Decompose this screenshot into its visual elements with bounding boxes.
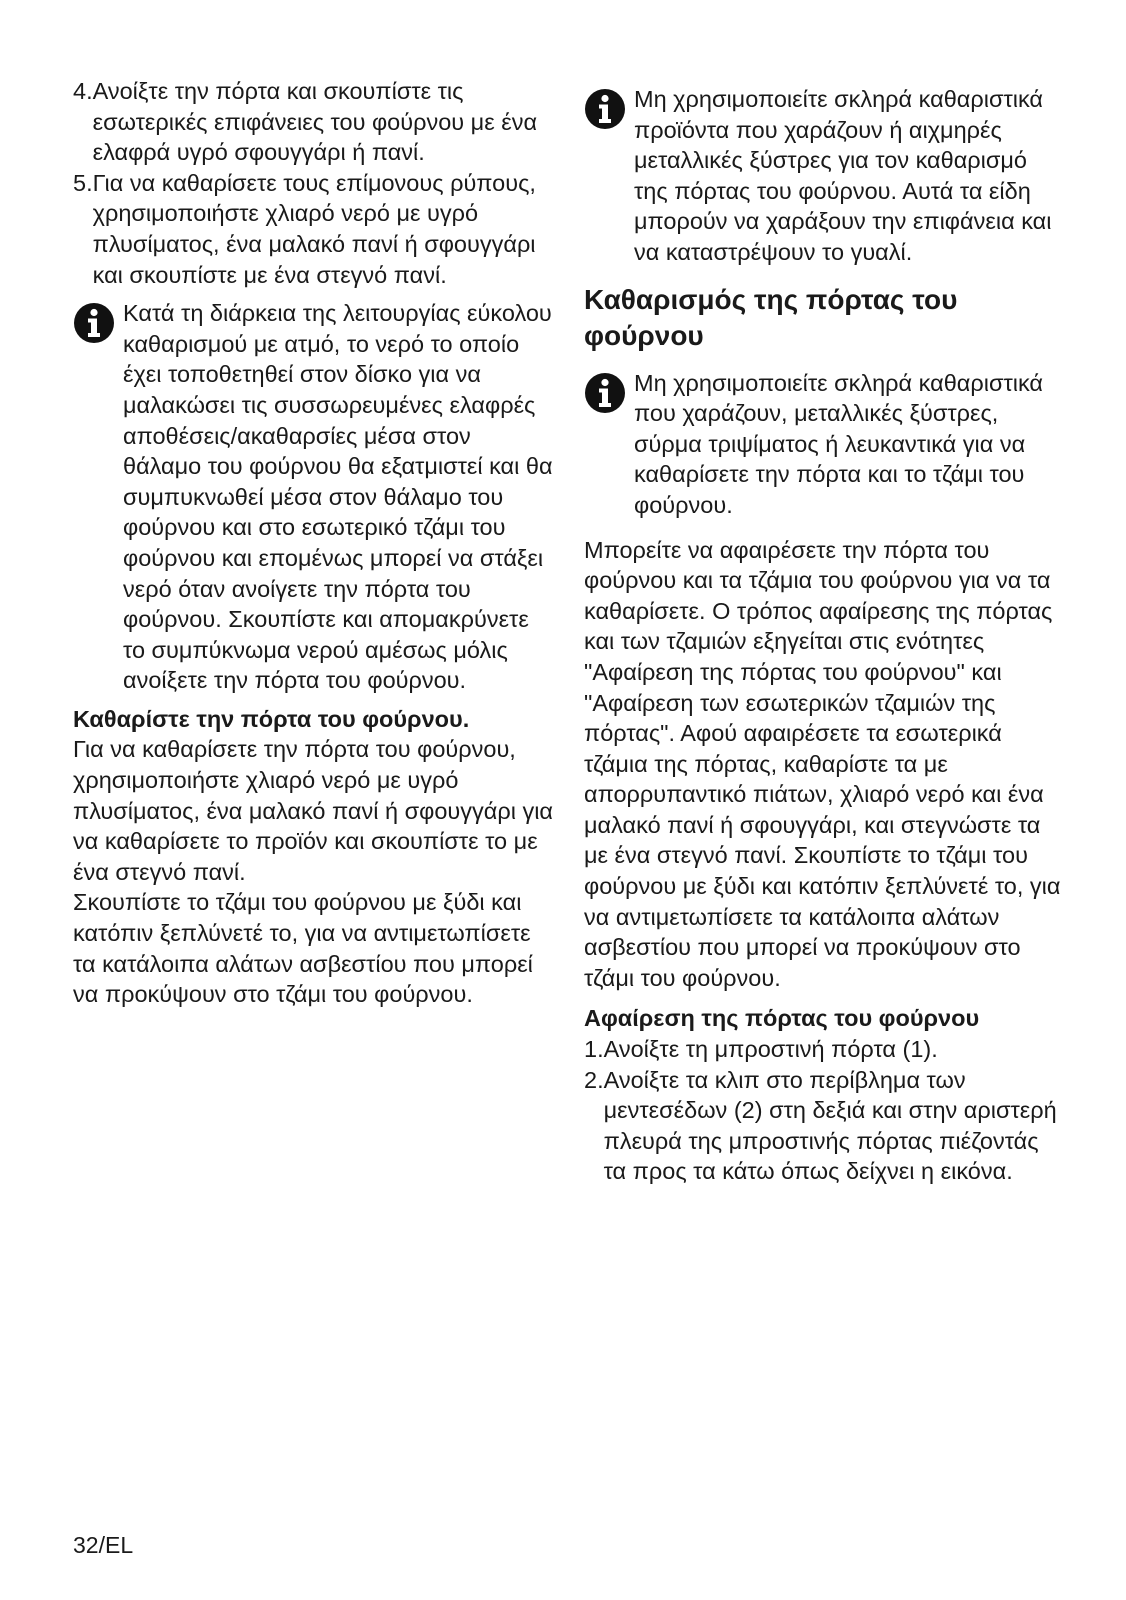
step-number: 5. bbox=[73, 169, 93, 196]
section-heading: Καθαρισμός της πόρτας του φούρνου bbox=[584, 283, 958, 351]
cleaning-steps-list bbox=[73, 76, 553, 290]
left-column bbox=[73, 76, 553, 1010]
steam-cleaning-note bbox=[73, 298, 553, 696]
abrasive-note bbox=[584, 368, 1064, 521]
info-icon bbox=[584, 372, 634, 414]
door-clean-text: Για να καθαρίσετε την πόρτα του φούρνου, χρησιμοποιήστε χλιαρό νερό με υγρό πλυσίματος, ένα μαλακό πανί ή σφουγγάρι για να καθαρίσετε το προϊόν και σκουπίστε το με ένα στεγνό πανί. bbox=[73, 736, 554, 885]
step-text: Για να καθαρίσετε τους επίμονους ρύπους, χρησιμοποιήστε χλιαρό νερό με υγρό πλυσίματος, ένα μαλακό πανί ή σφουγγάρι και σκουπίστε με ένα στεγνό πανί. bbox=[92, 169, 536, 288]
removal-steps-list bbox=[584, 1034, 1064, 1187]
step-number: 1. bbox=[584, 1036, 604, 1063]
list-item bbox=[73, 76, 553, 168]
right-column bbox=[584, 76, 1064, 1187]
info-icon bbox=[73, 302, 123, 344]
note-text: Μη χρησιμοποιείτε σκληρά καθαριστικά προϊόντα που χαράζουν ή αιχμηρές μεταλλικές ξύστρες για τον καθαρισμό της πόρτας του φούρνου. Αυτά τα είδη μπορούν να χαράξουν την επιφάνεια και να καταστρέψουν το γυαλί. bbox=[634, 86, 1052, 265]
glass-clean-text: Σκουπίστε το τζάμι του φούρνου με ξύδι και κατόπιν ξεπλύνετέ το, για να αντιμετωπίσετε τα κατάλοιπα αλάτων ασβεστίου που μπορεί να προκύψουν στο τζάμι του φούρνου. bbox=[73, 889, 533, 1008]
removal-text: Μπορείτε να αφαιρέσετε την πόρτα του φούρνου και τα τζάμια του φούρνου για να τα καθαρίσετε. Ο τρόπος αφαίρεσης της πόρτας και των τζαμιών εξηγείται στις ενότητες "Αφαίρεση της πόρτας του φούρνου" και "Αφαίρεση των εσωτερικών τζαμιών της πόρτας". Αφού αφαιρέσετε τα εσωτερικά τζάμια της πόρτας, καθαρίστε τα με απορρυπαντικό πιάτων, χλιαρό νερό και ένα μαλακό πανί ή σφουγγάρι, και στεγνώστε τα με ένα στεγνό πανί. Σκουπίστε το τζάμι του φούρνου με ξύδι και κατόπιν ξεπλύνετέ το, για να αντιμετωπίσετε τα κατάλοιπα αλάτων ασβεστίου που μπορεί να προκύψουν στο τζάμι του φούρνου. bbox=[584, 536, 1061, 991]
page-number: 32/EL bbox=[73, 1532, 134, 1558]
step-text: Ανοίξτε την πόρτα και σκουπίστε τις εσωτερικές επιφάνειες του φούρνου με ένα ελαφρά υγρό σφουγγάρι ή πανί. bbox=[92, 78, 538, 166]
note-text: Μη χρησιμοποιείτε σκληρά καθαριστικά που χαράζουν, μεταλλικές ξύστρες, σύρμα τριψίματος ή λευκαντικά για να καθαρίσετε την πόρτα και το τζάμι του φούρνου. bbox=[634, 369, 1044, 518]
note-text: Κατά τη διάρκεια της λειτουργίας εύκολου καθαρισμού με ατμό, το νερό το οποίο έχει τοποθετηθεί στον δίσκο για να μαλακώσει τις συσσωρευμένες ελαφρές αποθέσεις/ακαθαρσίες μέσα στον θάλαμο του φούρνου θα εξατμιστεί και θα συμπυκνωθεί μέσα στον θάλαμο του φούρνου και στο εσωτερικό τζάμι του φούρνου και επομένως μπορεί να στάξει νερό όταν ανοίγετε την πόρτα του φούρνου. Σκουπίστε και απομακρύνετε το συμπύκνωμα νερού αμέσως μόλις ανοίξετε την πόρτα του φούρνου. bbox=[123, 300, 553, 694]
removal-heading: Αφαίρεση της πόρτας του φούρνου bbox=[584, 1005, 980, 1032]
step-number: 2. bbox=[584, 1066, 604, 1093]
step-number: 4. bbox=[73, 78, 93, 104]
door-clean-heading: Καθαρίστε την πόρτα του φούρνου. bbox=[73, 705, 470, 732]
list-item bbox=[584, 1034, 1064, 1065]
list-item bbox=[584, 1065, 1064, 1187]
step-text: Ανοίξτε τη μπροστινή πόρτα (1). bbox=[603, 1036, 938, 1063]
info-icon bbox=[584, 88, 634, 130]
hard-products-note bbox=[584, 84, 1064, 268]
step-text: Ανοίξτε τα κλιπ στο περίβλημα των μεντεσέδων (2) στη δεξιά και στην αριστερή πλευρά της μπροστινής πόρτας πιέζοντάς τα προς τα κάτω όπως δείχνει η εικόνα. bbox=[603, 1066, 1057, 1185]
list-item bbox=[73, 168, 553, 290]
